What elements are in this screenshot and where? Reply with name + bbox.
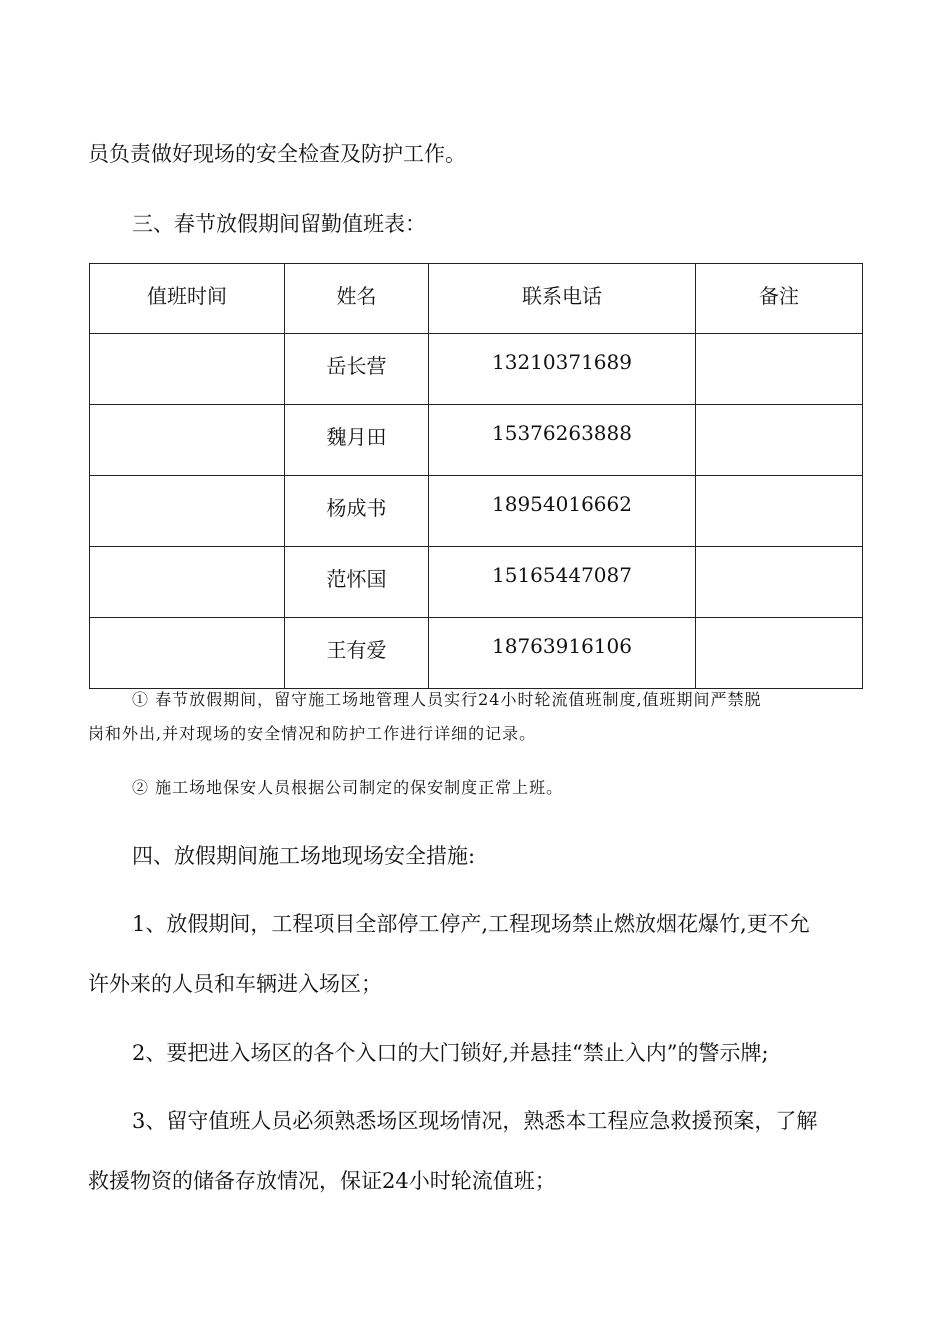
item-3-line1: 3、留守值班人员必须熟悉场区现场情况，熟悉本工程应急救援预案，了解 [132,1109,818,1133]
cell-name: 范怀国 [285,547,429,618]
table-header-row [90,264,863,334]
cell-name: 杨成书 [285,476,429,547]
paragraph-continuation: 员负责做好现场的安全检查及防护工作。 [88,142,466,166]
cell-duty-time [90,334,285,405]
note-2-marker: ② [132,778,150,797]
table-row [90,334,863,405]
cell-remarks [696,334,863,405]
duty-roster-table [89,263,863,689]
cell-name: 王有爱 [285,618,429,689]
cell-phone: 15165447087 [429,547,696,618]
cell-name: 魏月田 [285,405,429,476]
cell-name: 岳长营 [285,334,429,405]
header-duty-time: 值班时间 [90,264,285,334]
section-heading-3: 三、春节放假期间留勤值班表： [132,212,426,236]
item-1-line1: 1、放假期间，工程项目全部停工停产,工程现场禁止燃放烟花爆竹,更不允 [132,912,810,936]
note-1-marker: ① [132,690,150,709]
cell-remarks [696,618,863,689]
header-remarks: 备注 [696,264,863,334]
note-1-line1: 春节放假期间，留守施工场地管理人员实行24小时轮流值班制度,值班期间严禁脱 [155,690,762,709]
table-row [90,618,863,689]
cell-remarks [696,405,863,476]
table-row [90,547,863,618]
cell-duty-time [90,547,285,618]
cell-phone: 13210371689 [429,334,696,405]
cell-remarks [696,476,863,547]
cell-phone: 18763916106 [429,618,696,689]
note-2-text: 施工场地保安人员根据公司制定的保安制度正常上班。 [155,778,564,797]
note-1-line2: 岗和外出,并对现场的安全情况和防护工作进行详细的记录。 [88,724,537,743]
table-row [90,405,863,476]
cell-phone: 15376263888 [429,405,696,476]
section-heading-4: 四、放假期间施工场地现场安全措施: [132,844,476,868]
item-3-line2: 救援物资的储备存放情况，保证24小时轮流值班； [88,1169,556,1193]
table-row [90,476,863,547]
header-phone: 联系电话 [429,264,696,334]
note-1 [88,683,866,751]
cell-duty-time [90,405,285,476]
cell-duty-time [90,618,285,689]
cell-remarks [696,547,863,618]
note-2 [88,771,866,805]
cell-duty-time [90,476,285,547]
header-name: 姓名 [285,264,429,334]
item-2: 2、要把进入场区的各个入口的大门锁好,并悬挂“禁止入内”的警示牌; [132,1041,769,1065]
item-1-line2: 许外来的人员和车辆进入场区； [88,972,382,996]
cell-phone: 18954016662 [429,476,696,547]
